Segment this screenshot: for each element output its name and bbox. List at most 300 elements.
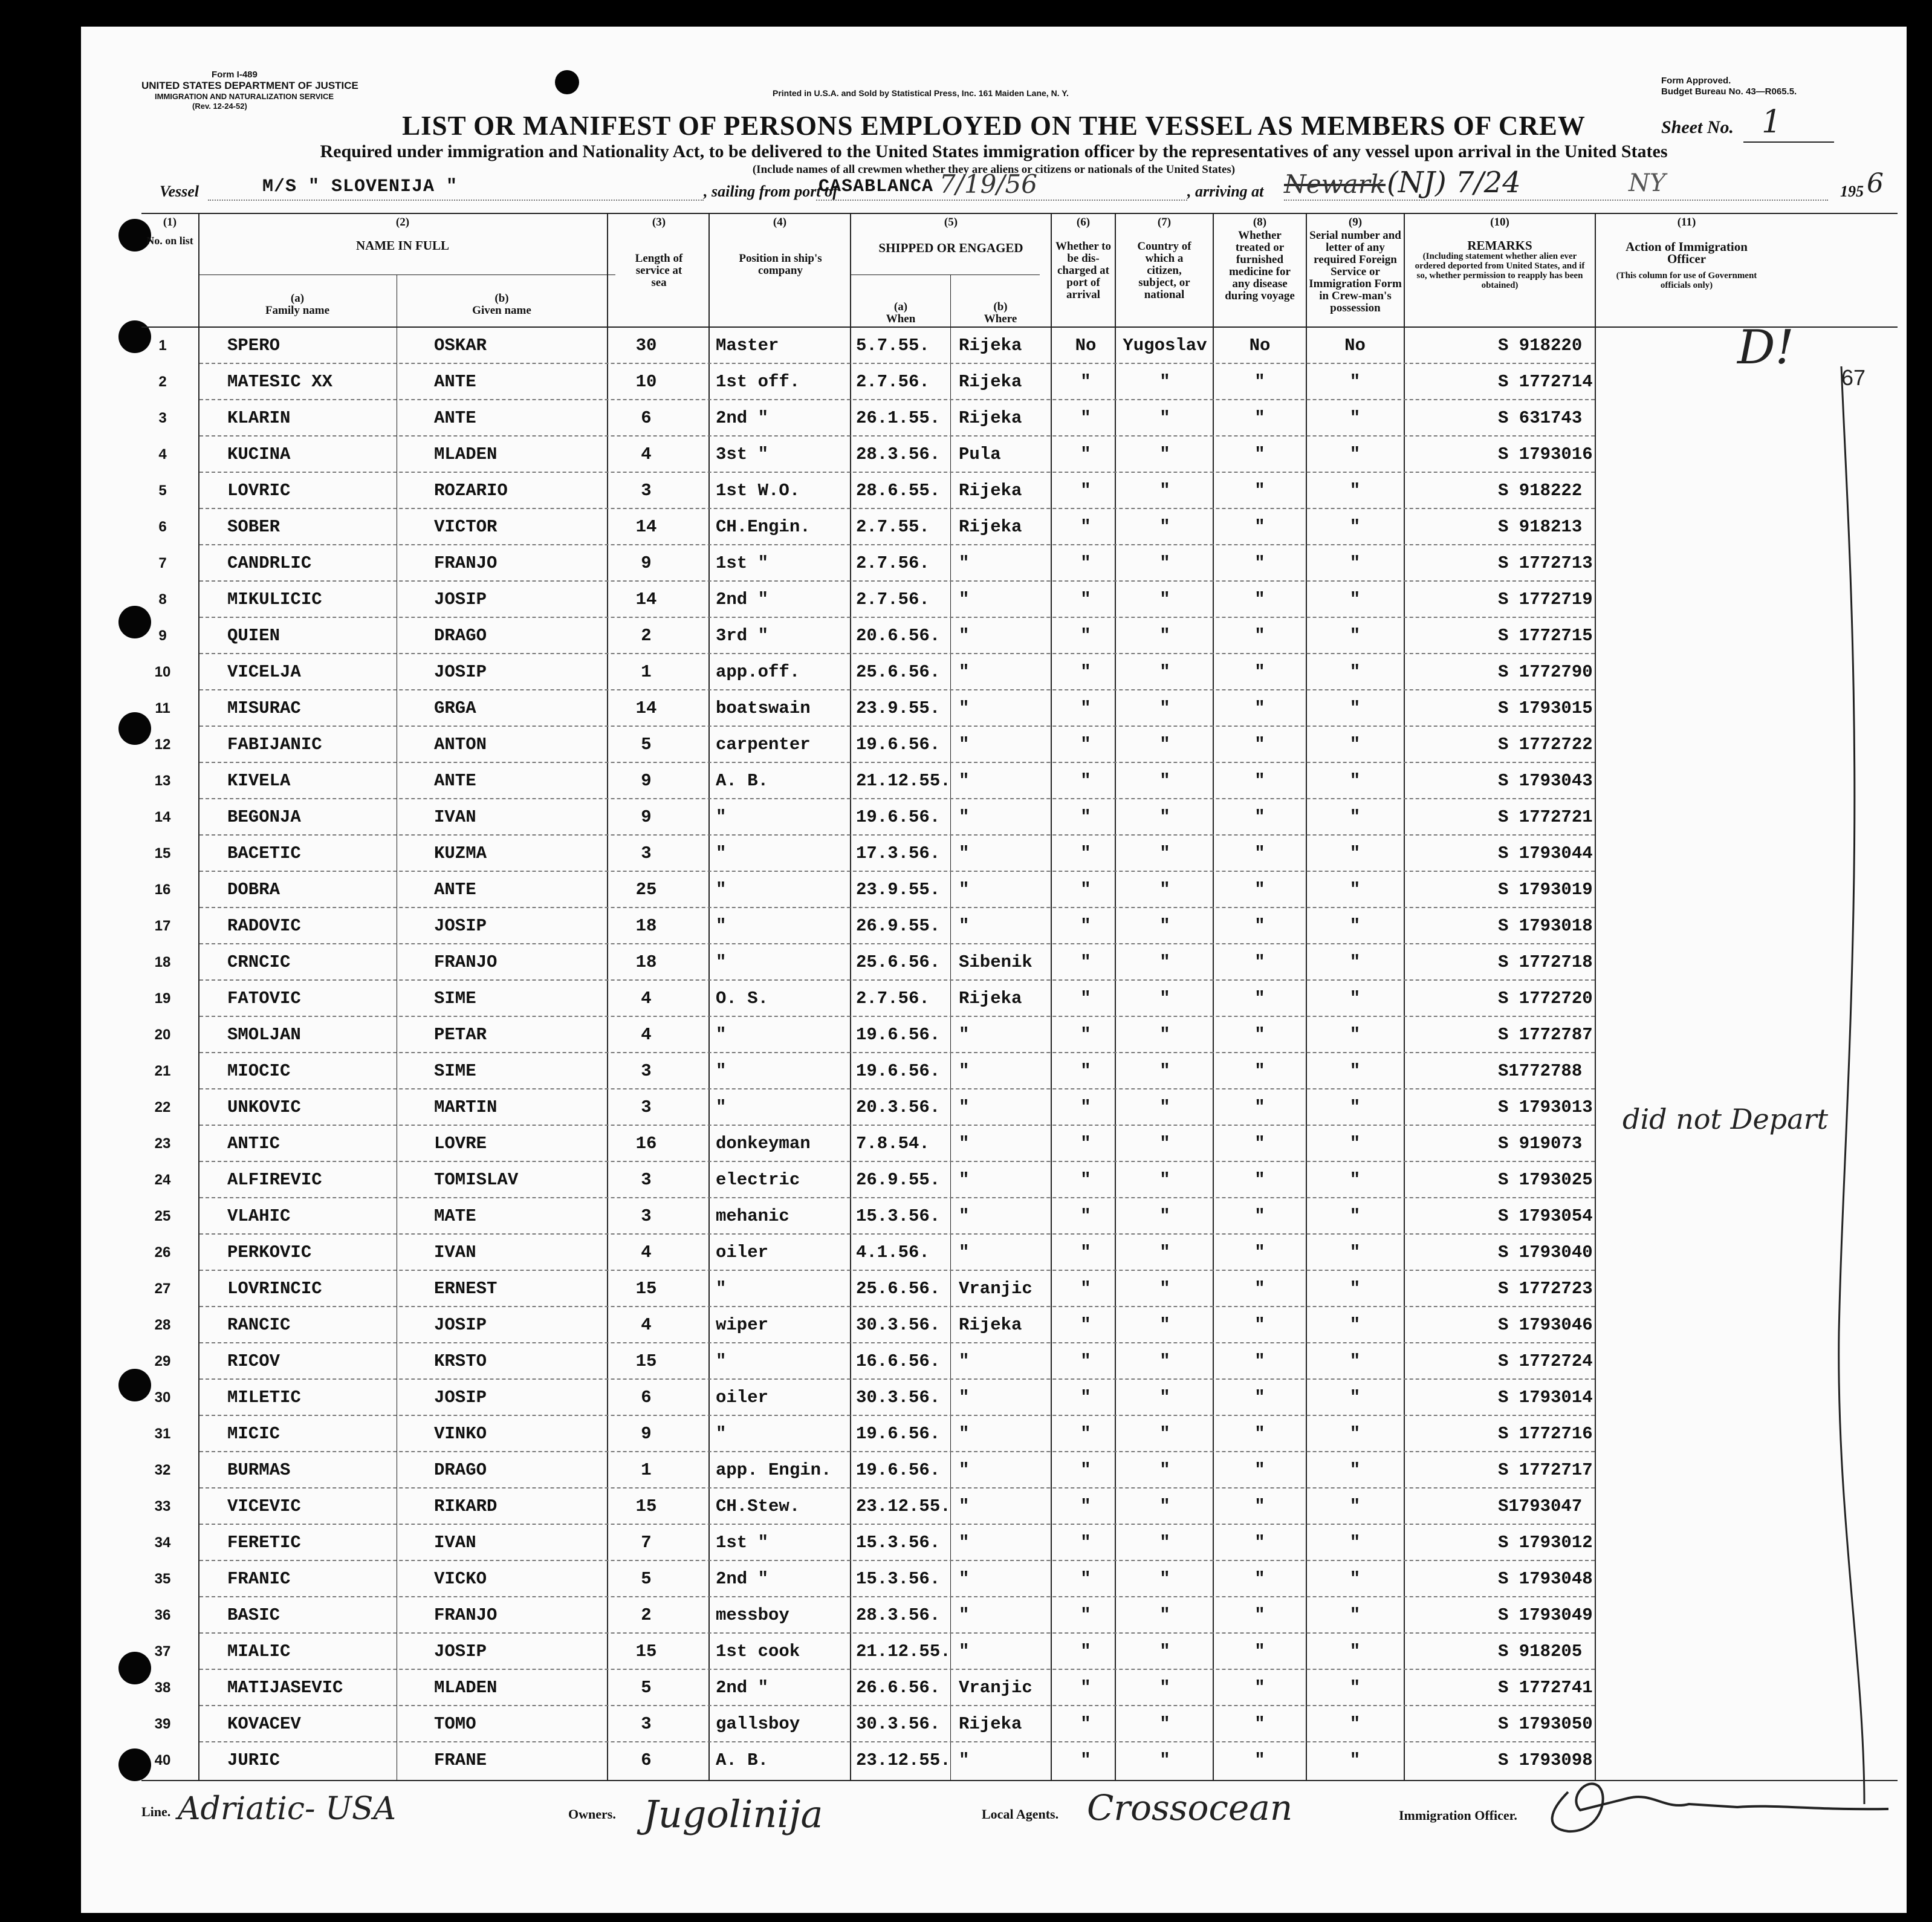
citizenship: " [1159, 1533, 1170, 1553]
family-name: FRANIC [227, 1569, 291, 1589]
family-name: VICELJA [227, 662, 301, 682]
row-number: 37 [154, 1643, 171, 1660]
engaged-place: Vranjic [959, 1279, 1032, 1299]
form-serial: " [1349, 1279, 1361, 1299]
engaged-date: 30.3.56. [856, 1315, 941, 1335]
discharge-status: " [1080, 1351, 1091, 1371]
service-length: 15 [635, 1279, 657, 1299]
medical-treatment: " [1254, 444, 1265, 464]
row-number: 1 [158, 337, 167, 354]
engaged-date: 2.7.56. [856, 553, 930, 573]
departure-port: CASABLANCA [819, 177, 934, 197]
engaged-date: 15.3.56. [856, 1206, 941, 1226]
row-number: 16 [154, 881, 171, 898]
citizenship: " [1159, 444, 1170, 464]
row-number: 14 [154, 809, 171, 825]
medical-treatment: " [1254, 1569, 1265, 1589]
engaged-date: 30.3.56. [856, 1388, 941, 1407]
crew-row [81, 1525, 1822, 1561]
form-serial: " [1349, 1097, 1361, 1117]
arriving-label: , arriving at [1187, 183, 1264, 200]
given-name: MARTIN [434, 1097, 498, 1117]
given-name: VICTOR [434, 517, 498, 537]
service-length: 4 [641, 444, 652, 464]
given-name: IVAN [434, 1242, 476, 1262]
medical-treatment: " [1254, 1061, 1265, 1081]
ship-position: " [716, 807, 727, 827]
service-length: 7 [641, 1533, 652, 1553]
service-length: 2 [641, 626, 652, 646]
remarks-value: S 1793015 [1498, 698, 1593, 718]
row-number: 40 [154, 1752, 171, 1768]
crew-row [81, 1307, 1822, 1343]
medical-treatment: " [1254, 1279, 1265, 1299]
service-length: 14 [635, 517, 657, 537]
given-name: JOSIP [434, 589, 487, 609]
ship-position: " [716, 1424, 727, 1444]
given-name: ANTE [434, 372, 476, 392]
form-serial: " [1349, 1460, 1361, 1480]
discharge-status: " [1080, 1170, 1091, 1190]
discharge-status: " [1080, 1025, 1091, 1045]
family-name: SPERO [227, 336, 280, 356]
form-serial: " [1349, 1388, 1361, 1407]
row-number: 17 [154, 918, 171, 934]
given-name: LOVRE [434, 1134, 487, 1154]
engaged-date: 2.7.56. [856, 372, 930, 392]
service-length: 3 [641, 1206, 652, 1226]
family-name: DOBRA [227, 880, 280, 900]
ship-position: carpenter [716, 735, 811, 755]
crew-row [81, 872, 1822, 908]
family-name: ALFIREVIC [227, 1170, 322, 1190]
form-serial: " [1349, 735, 1361, 755]
engaged-date: 5.7.55. [856, 336, 930, 356]
row-number: 11 [155, 700, 170, 716]
given-name: IVAN [434, 807, 476, 827]
engaged-date: 17.3.56. [856, 843, 941, 863]
citizenship: " [1159, 1605, 1170, 1625]
discharge-status: " [1080, 1134, 1091, 1154]
row-number: 19 [154, 990, 171, 1007]
form-serial: " [1349, 1206, 1361, 1226]
form-serial: " [1349, 1242, 1361, 1262]
row-number: 32 [154, 1462, 171, 1478]
engaged-date: 2.7.55. [856, 517, 930, 537]
citizenship: " [1159, 1206, 1170, 1226]
engaged-place: " [959, 1170, 970, 1190]
medical-treatment: " [1254, 1714, 1265, 1734]
citizenship: " [1159, 916, 1170, 936]
given-name: VICKO [434, 1569, 487, 1589]
remarks-value: S 1793050 [1498, 1714, 1593, 1734]
engaged-place: Sibenik [959, 952, 1032, 972]
header-no: (1) No. on list [146, 216, 193, 247]
engaged-date: 19.6.56. [856, 735, 941, 755]
engaged-date: 26.6.56. [856, 1678, 941, 1698]
engaged-place: Rijeka [959, 481, 1022, 501]
engaged-place: " [959, 1641, 970, 1661]
row-number: 5 [158, 482, 167, 499]
engaged-date: 19.6.56. [856, 1460, 941, 1480]
form-serial: " [1349, 408, 1361, 428]
row-number: 21 [154, 1063, 171, 1079]
form-serial: " [1349, 989, 1361, 1008]
printer-line: Printed in U.S.A. and Sold by Statistical Press, Inc. 161 Maiden Lane, N. Y. [773, 88, 1069, 98]
engaged-place: " [959, 1750, 970, 1770]
citizenship: " [1159, 698, 1170, 718]
ship-position: 3rd " [716, 626, 769, 646]
vessel-rule [208, 200, 704, 201]
given-name: VINKO [434, 1424, 487, 1444]
officer-signature [1532, 1774, 1895, 1840]
form-serial: " [1349, 662, 1361, 682]
name-subrule [198, 274, 615, 275]
family-name: CANDRLIC [227, 553, 312, 573]
form-serial: " [1349, 1533, 1361, 1553]
ship-position: boatswain [716, 698, 811, 718]
discharge-status: " [1080, 880, 1091, 900]
crew-row [81, 328, 1822, 364]
ship-position: O. S. [716, 989, 769, 1008]
engaged-place: Rijeka [959, 1315, 1022, 1335]
form-serial: " [1349, 553, 1361, 573]
family-name: UNKOVIC [227, 1097, 301, 1117]
crew-row [81, 1343, 1822, 1380]
remarks-value: S 1793049 [1498, 1605, 1593, 1625]
crew-row [81, 654, 1822, 690]
medical-treatment: " [1254, 626, 1265, 646]
engaged-date: 23.9.55. [856, 698, 941, 718]
ship-position: electric [716, 1170, 800, 1190]
discharge-status: " [1080, 372, 1091, 392]
engaged-place: " [959, 1533, 970, 1553]
family-name: SOBER [227, 517, 280, 537]
family-name: BEGONJA [227, 807, 301, 827]
given-name: PETAR [434, 1025, 487, 1045]
ship-position: 3st " [716, 444, 769, 464]
crew-row [81, 400, 1822, 437]
engaged-date: 25.6.56. [856, 1279, 941, 1299]
ship-position: A. B. [716, 771, 769, 791]
form-serial: " [1349, 1678, 1361, 1698]
discharge-status: " [1080, 444, 1091, 464]
engaged-date: 15.3.56. [856, 1533, 941, 1553]
engaged-date: 20.6.56. [856, 626, 941, 646]
ship-position: CH.Engin. [716, 517, 811, 537]
arrival-port-date: (NJ) 7/24 [1387, 166, 1521, 200]
header-remarks: (10) REMARKS (Including statement whether alien ever ordered deported from United States, and if so, whether permission to reapply has been obtained) [1415, 216, 1585, 290]
discharge-status: " [1080, 1496, 1091, 1516]
engaged-date: 19.6.56. [856, 1424, 941, 1444]
given-name: KRSTO [434, 1351, 487, 1371]
officer-mark: D! [1737, 320, 1794, 375]
citizenship: " [1159, 952, 1170, 972]
remarks-value: S 1793043 [1498, 771, 1593, 791]
medical-treatment: " [1254, 1242, 1265, 1262]
medical-treatment: " [1254, 517, 1265, 537]
service-length: 3 [641, 1097, 652, 1117]
family-name: FATOVIC [227, 989, 301, 1008]
form-serial: " [1349, 952, 1361, 972]
engaged-place: " [959, 1134, 970, 1154]
remarks-value: S 1772714 [1498, 372, 1593, 392]
form-serial: " [1349, 1641, 1361, 1661]
remarks-value: S 1793040 [1498, 1242, 1593, 1262]
row-number: 22 [154, 1099, 171, 1115]
engaged-date: 23.12.55. [856, 1496, 951, 1516]
engaged-place: " [959, 1097, 970, 1117]
remarks-value: S 1793054 [1498, 1206, 1593, 1226]
crew-row [81, 1271, 1822, 1307]
engaged-place: " [959, 1242, 970, 1262]
citizenship: " [1159, 1351, 1170, 1371]
discharge-status: " [1080, 1641, 1091, 1661]
header-officer-action: (11) Action of Immigration Officer (This column for use of Government officials only) [1616, 216, 1757, 290]
remarks-value: S 1772719 [1498, 589, 1593, 609]
footer-owners-value: Jugolinija [643, 1792, 823, 1836]
ship-position: oiler [716, 1388, 769, 1407]
given-name: DRAGO [434, 626, 487, 646]
ship-position: 1st off. [716, 372, 800, 392]
medical-treatment: " [1254, 553, 1265, 573]
citizenship: " [1159, 372, 1170, 392]
family-name: MATESIC XX [227, 372, 333, 392]
remarks-value: S 1793016 [1498, 444, 1593, 464]
crew-row [81, 1017, 1822, 1053]
family-name: MIALIC [227, 1641, 291, 1661]
citizenship: " [1159, 662, 1170, 682]
family-name: KLARIN [227, 408, 291, 428]
page-subtitle: Required under immigration and Nationality Act, to be delivered to the United States immigration officer by the representatives of any vessel upon arrival in the United States [320, 141, 1668, 161]
medical-treatment: " [1254, 952, 1265, 972]
engaged-place: " [959, 880, 970, 900]
family-name: MIKULICIC [227, 589, 322, 609]
service-length: 15 [635, 1641, 657, 1661]
citizenship: " [1159, 989, 1170, 1008]
ship-position: app.off. [716, 662, 800, 682]
engaged-date: 21.12.55. [856, 1641, 951, 1661]
discharge-status: No [1075, 336, 1097, 356]
given-name: JOSIP [434, 1388, 487, 1407]
crew-row [81, 437, 1822, 473]
given-name: MLADEN [434, 1678, 498, 1698]
given-name: KUZMA [434, 843, 487, 863]
engaged-date: 26.9.55. [856, 916, 941, 936]
citizenship: " [1159, 1388, 1170, 1407]
ship-position: " [716, 1097, 727, 1117]
service-name: IMMIGRATION AND NATURALIZATION SERVICE [155, 92, 334, 101]
sailing-label: , sailing from port of [704, 183, 838, 200]
family-name: MIOCIC [227, 1061, 291, 1081]
form-serial: " [1349, 444, 1361, 464]
engaged-place: Rijeka [959, 336, 1022, 356]
sheet-label: Sheet No. [1661, 117, 1734, 137]
service-length: 4 [641, 1315, 652, 1335]
crew-row [81, 1597, 1822, 1634]
discharge-status: " [1080, 989, 1091, 1008]
crew-row [81, 1380, 1822, 1416]
crew-row [81, 1670, 1822, 1706]
form-serial: " [1349, 1496, 1361, 1516]
discharge-status: " [1080, 1424, 1091, 1444]
table-top-rule [141, 213, 1898, 214]
engaged-date: 16.6.56. [856, 1351, 941, 1371]
medical-treatment: " [1254, 843, 1265, 863]
row-number: 9 [158, 628, 167, 644]
crew-row [81, 1235, 1822, 1271]
family-name: LOVRIC [227, 481, 291, 501]
remarks-value: S 1772741 [1498, 1678, 1593, 1698]
family-name: JURIC [227, 1750, 280, 1770]
citizenship: " [1159, 589, 1170, 609]
row-number: 23 [154, 1135, 171, 1152]
discharge-status: " [1080, 589, 1091, 609]
remarks-value: S 1772715 [1498, 626, 1593, 646]
medical-treatment: " [1254, 372, 1265, 392]
given-name: JOSIP [434, 1641, 487, 1661]
given-name: ANTE [434, 880, 476, 900]
engaged-date: 19.6.56. [856, 807, 941, 827]
footer-officer-label: Immigration Officer. [1399, 1808, 1517, 1823]
engaged-place: " [959, 1460, 970, 1480]
citizenship: " [1159, 408, 1170, 428]
remarks-value: S 1793044 [1498, 843, 1593, 863]
remarks-value: S 1772721 [1498, 807, 1593, 827]
family-name: MICIC [227, 1424, 280, 1444]
manifest-sheet [81, 27, 1907, 1913]
given-name: GRGA [434, 698, 476, 718]
family-name: RADOVIC [227, 916, 301, 936]
discharge-status: " [1080, 1206, 1091, 1226]
row-number: 28 [154, 1317, 171, 1333]
form-serial: " [1349, 589, 1361, 609]
medical-treatment: " [1254, 1025, 1265, 1045]
service-length: 15 [635, 1351, 657, 1371]
medical-treatment: " [1254, 698, 1265, 718]
engaged-place: " [959, 1388, 970, 1407]
form-serial: " [1349, 916, 1361, 936]
header-name: (2) NAME IN FULL [355, 216, 449, 253]
given-name: FRANJO [434, 553, 498, 573]
given-name: JOSIP [434, 662, 487, 682]
service-length: 4 [641, 989, 652, 1008]
discharge-status: " [1080, 735, 1091, 755]
ship-position: " [716, 1351, 727, 1371]
discharge-status: " [1080, 698, 1091, 718]
citizenship: " [1159, 735, 1170, 755]
remarks-value: S1772788 [1498, 1061, 1583, 1081]
given-name: ERNEST [434, 1279, 498, 1299]
crew-row [81, 1089, 1822, 1126]
remarks-value: S 1793014 [1498, 1388, 1593, 1407]
row-number: 31 [154, 1426, 171, 1442]
crew-row [81, 727, 1822, 763]
family-name: KUCINA [227, 444, 291, 464]
engaged-place: " [959, 1351, 970, 1371]
header-given-name: (b) Given name [472, 292, 531, 317]
medical-treatment: " [1254, 1496, 1265, 1516]
ship-position: donkeyman [716, 1134, 811, 1154]
given-name: JOSIP [434, 1315, 487, 1335]
family-name: VLAHIC [227, 1206, 291, 1226]
given-name: DRAGO [434, 1460, 487, 1480]
crew-row [81, 1416, 1822, 1452]
discharge-status: " [1080, 1678, 1091, 1698]
given-name: OSKAR [434, 336, 487, 356]
crew-row [81, 545, 1822, 582]
engaged-place: " [959, 916, 970, 936]
year-digit: 6 [1867, 168, 1884, 199]
crew-row [81, 1452, 1822, 1489]
row-number: 35 [154, 1571, 171, 1587]
margin-count: 67 [1841, 365, 1866, 390]
family-name: QUIEN [227, 626, 280, 646]
remarks-value: S 1772724 [1498, 1351, 1593, 1371]
service-length: 5 [641, 1678, 652, 1698]
engaged-place: Rijeka [959, 989, 1022, 1008]
given-name: ROZARIO [434, 481, 508, 501]
discharge-status: " [1080, 626, 1091, 646]
shipped-subrule [851, 274, 1040, 275]
citizenship: " [1159, 1714, 1170, 1734]
form-serial: " [1349, 880, 1361, 900]
engaged-date: 28.3.56. [856, 1605, 941, 1625]
service-length: 3 [641, 481, 652, 501]
family-name: RANCIC [227, 1315, 291, 1335]
engaged-date: 26.1.55. [856, 408, 941, 428]
crew-row [81, 981, 1822, 1017]
engaged-place: " [959, 735, 970, 755]
row-number: 27 [154, 1281, 171, 1297]
crew-row [81, 1126, 1822, 1162]
citizenship: " [1159, 1496, 1170, 1516]
family-name: BACETIC [227, 843, 301, 863]
engaged-place: " [959, 1569, 970, 1589]
form-approval: Form Approved. [1661, 76, 1731, 86]
service-length: 16 [635, 1134, 657, 1154]
engaged-date: 7.8.54. [856, 1134, 930, 1154]
given-name: RIKARD [434, 1496, 498, 1516]
footer-agents-value: Crossocean [1087, 1787, 1293, 1828]
engaged-place: Rijeka [959, 1714, 1022, 1734]
family-name: MISURAC [227, 698, 301, 718]
ship-position: " [716, 916, 727, 936]
discharge-status: " [1080, 1533, 1091, 1553]
engaged-place: " [959, 698, 970, 718]
citizenship: " [1159, 626, 1170, 646]
citizenship: " [1159, 880, 1170, 900]
engaged-date: 23.12.55. [856, 1750, 951, 1770]
ship-position: 1st W.O. [716, 481, 800, 501]
form-serial: " [1349, 1061, 1361, 1081]
citizenship: " [1159, 517, 1170, 537]
citizenship: " [1159, 1242, 1170, 1262]
crew-row [81, 582, 1822, 618]
crew-row [81, 799, 1822, 836]
family-name: MILETIC [227, 1388, 301, 1407]
service-length: 9 [641, 807, 652, 827]
medical-treatment: " [1254, 1134, 1265, 1154]
remarks-value: S 919073 [1498, 1134, 1583, 1154]
engaged-date: 25.6.56. [856, 952, 941, 972]
medical-treatment: " [1254, 1424, 1265, 1444]
service-length: 30 [635, 336, 657, 356]
family-name: PERKOVIC [227, 1242, 312, 1262]
remarks-value: S 1793048 [1498, 1569, 1593, 1589]
crew-row [81, 1162, 1822, 1198]
engaged-place: " [959, 1424, 970, 1444]
